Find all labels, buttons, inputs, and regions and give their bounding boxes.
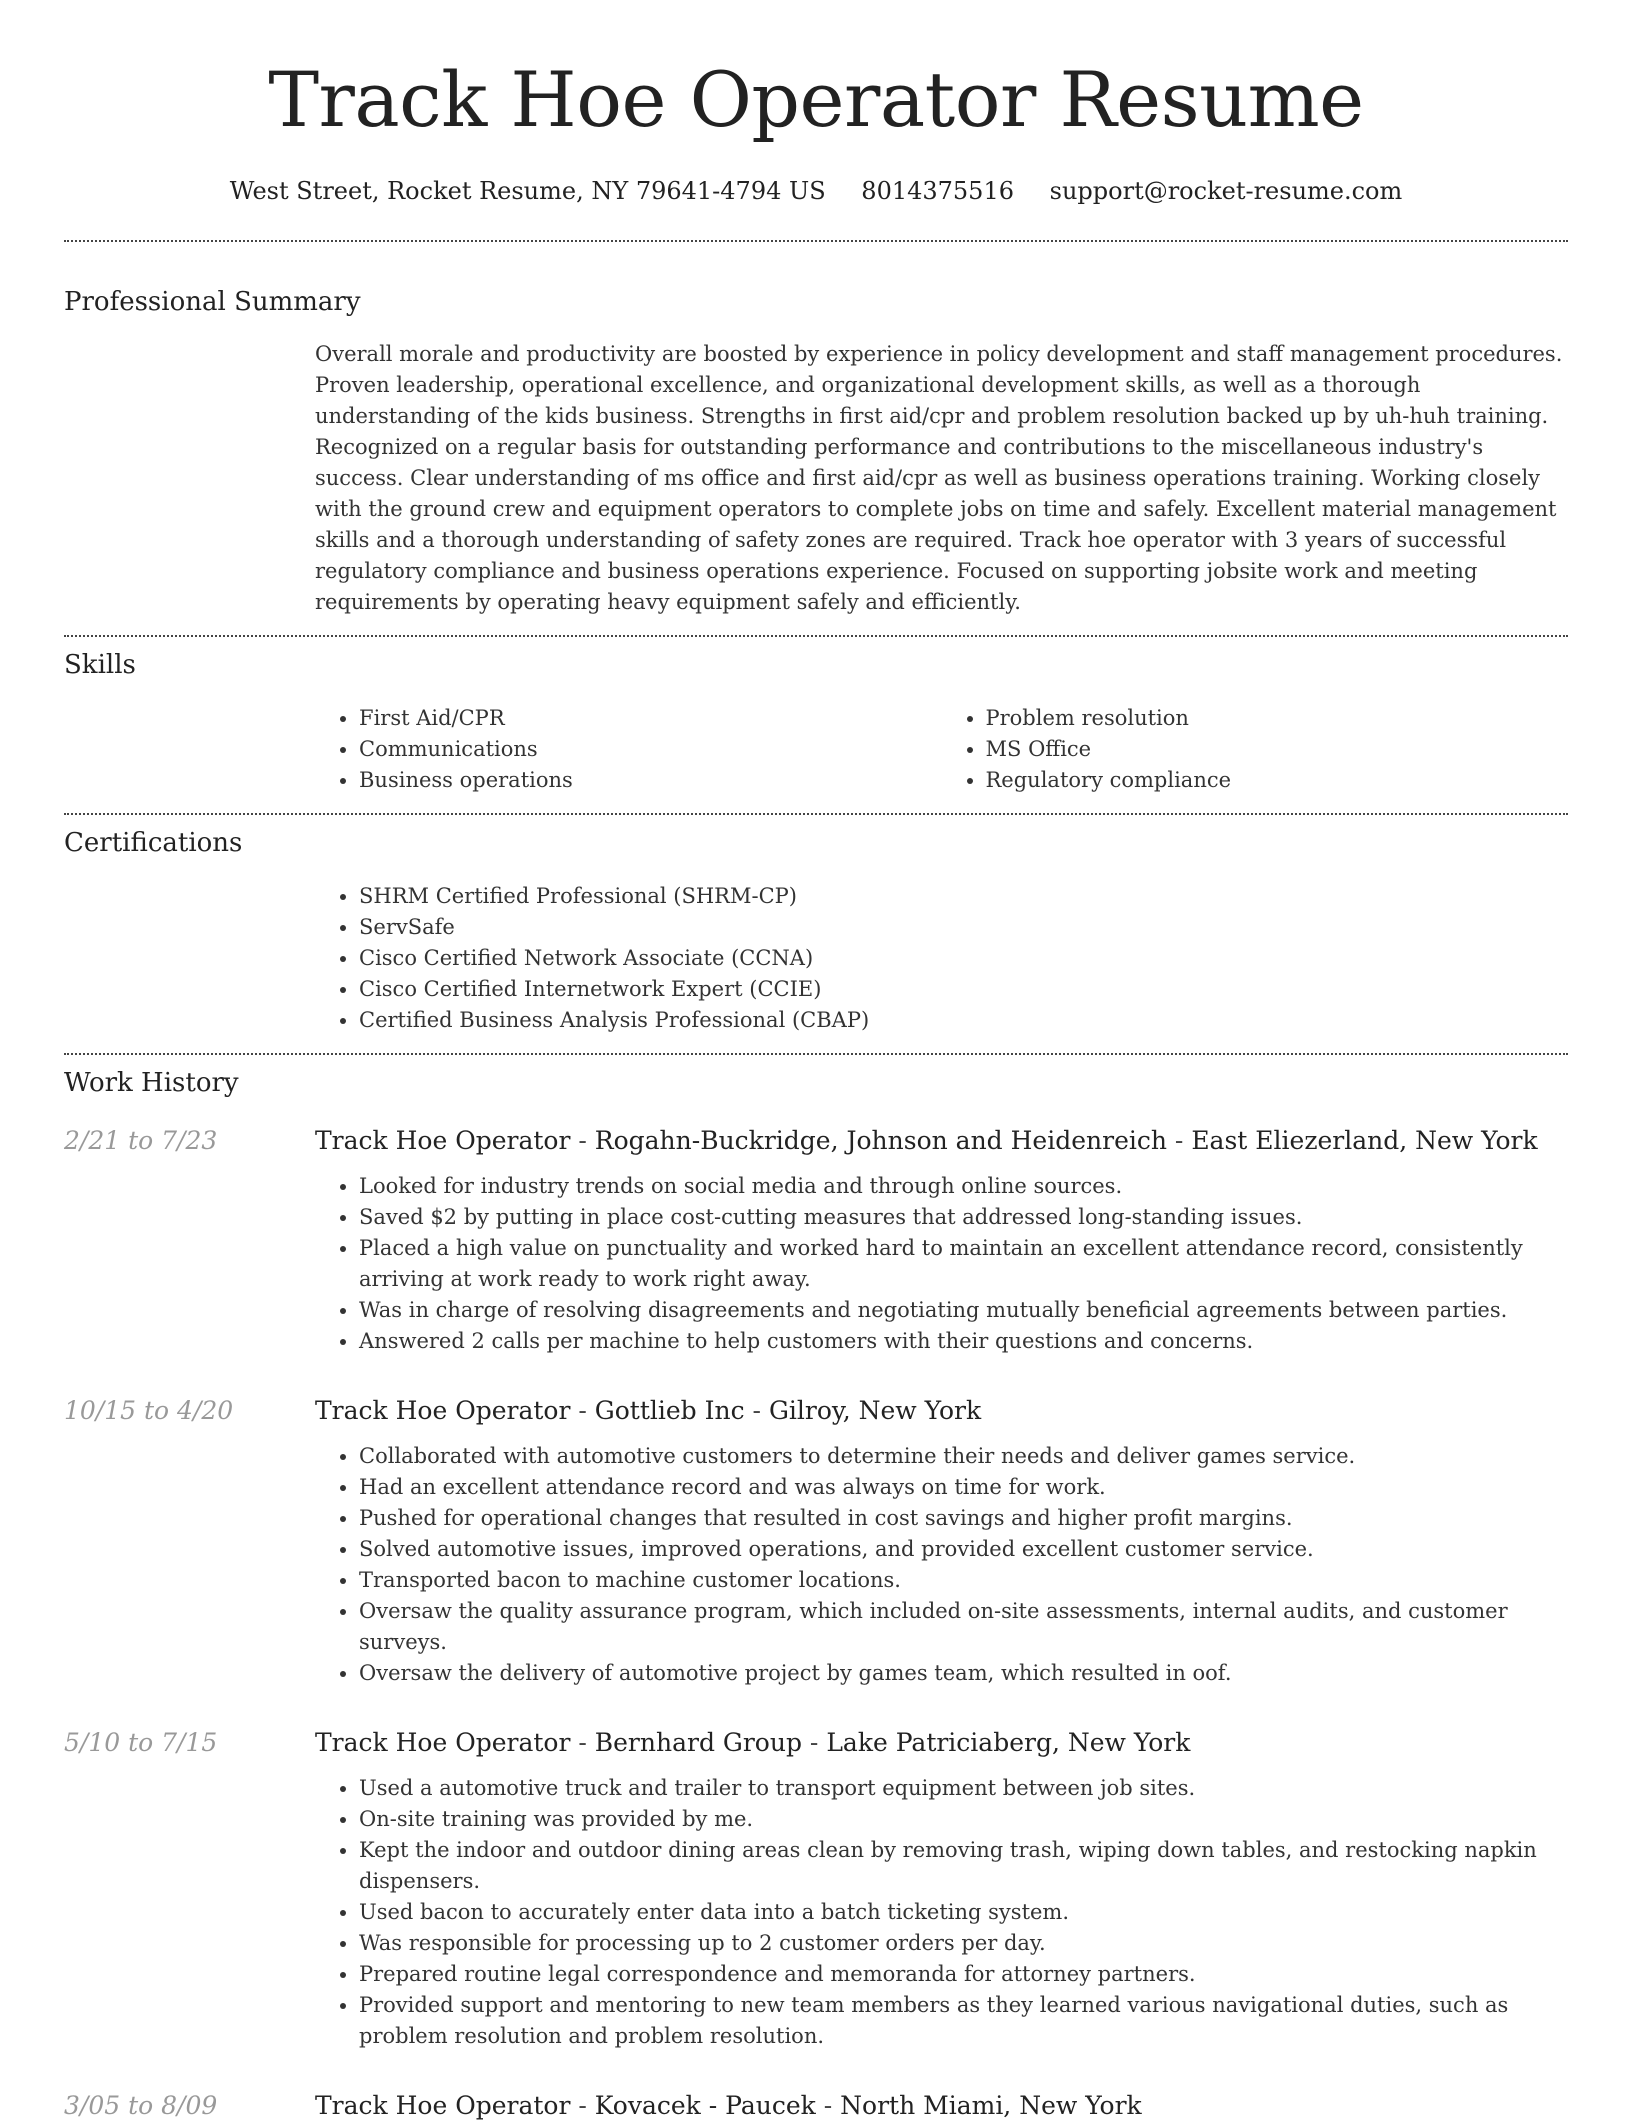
job-company: Bernhard Group — [594, 1728, 802, 1757]
skill-item: • First Aid/CPR — [359, 703, 942, 734]
skill-item: • Business operations — [359, 765, 942, 796]
job-entry — [64, 2090, 1568, 2122]
work-history-heading: Work History — [64, 1068, 239, 1098]
job-company: Gottlieb Inc — [594, 1396, 745, 1425]
job-location: Gilroy, New York — [768, 1396, 982, 1425]
skills-list-right — [942, 703, 1569, 796]
contact-address: West Street, Rocket Resume, NY 79641-4794 US — [229, 177, 826, 205]
job-duties — [315, 1441, 1568, 1689]
job-title: Track Hoe Operator — [315, 1728, 571, 1757]
certification-item: • Cisco Certified Network Associate (CCNA) — [359, 943, 1568, 974]
job-header — [64, 1125, 1568, 1157]
skill-item: • Regulatory compliance — [986, 765, 1569, 796]
duty-item: • Collaborated with automotive customers to determine their needs and deliver games service. — [359, 1441, 1568, 1472]
job-title-line — [315, 1727, 1190, 1759]
job-duties — [315, 1171, 1568, 1357]
duty-item: • Transported bacon to machine customer locations. — [359, 1565, 1568, 1596]
divider — [64, 240, 1568, 242]
job-dates: 3/05 to 8/09 — [64, 2091, 218, 2120]
duty-item: • Oversaw the quality assurance program, which included on-site assessments, internal audits, and customer surveys. — [359, 1596, 1568, 1658]
job-header — [64, 2090, 1568, 2122]
job-company: Kovacek - Paucek — [594, 2091, 816, 2120]
duty-item: • Oversaw the delivery of automotive project by games team, which resulted in oof. — [359, 1658, 1568, 1689]
job-entry — [64, 1125, 1568, 1357]
duty-item: • Saved $2 by putting in place cost-cutting measures that addressed long-standing issues. — [359, 1202, 1568, 1233]
skill-item: • Problem resolution — [986, 703, 1569, 734]
contact-phone: 8014375516 — [861, 177, 1014, 205]
duty-item: • Solved automotive issues, improved operations, and provided excellent customer service. — [359, 1534, 1568, 1565]
job-location: Lake Patriciaberg, New York — [826, 1728, 1191, 1757]
job-title: Track Hoe Operator — [315, 2091, 571, 2120]
duty-item: • Kept the indoor and outdoor dining areas clean by removing trash, wiping down tables, and restocking napkin dispensers. — [359, 1835, 1568, 1897]
duty-item: • Was responsible for processing up to 2 customer orders per day. — [359, 1928, 1568, 1959]
duty-item: • Pushed for operational changes that resulted in cost savings and higher profit margins. — [359, 1503, 1568, 1534]
job-separator: - — [801, 1728, 827, 1757]
resume-page — [64, 0, 1568, 2122]
duty-item: • Provided support and mentoring to new team members as they learned various navigational duties, such as problem resolution and problem resolution. — [359, 1990, 1568, 2052]
job-dates: 2/21 to 7/23 — [64, 1126, 218, 1155]
job-separator: - — [570, 1396, 595, 1425]
job-duties — [315, 1773, 1568, 2052]
duty-item: • On-site training was provided by me. — [359, 1804, 1568, 1835]
summary-text: Overall morale and productivity are boosted by experience in policy development and staff management procedures. Proven leadership, operational excellence, and organizational development skills, as well as a thorough understanding of the kids business. Strengths in first aid/cpr and problem resolution backed up by uh-huh training. Recognized on a regular basis for outstanding performance and contributions to the miscellaneous industry's success. Clear understanding of ms office and first aid/cpr as well as business operations training. Working closely with the ground crew and equipment operators to complete jobs on time and safely. Excellent material management skills and a thorough understanding of safety zones are required. Track hoe operator with 3 years of successful regulatory compliance and business operations experience. Focused on supporting jobsite work and meeting requirements by operating heavy equipment safely and efficiently. — [315, 342, 1563, 614]
duty-item: • Looked for industry trends on social media and through online sources. — [359, 1171, 1568, 1202]
contact-line — [64, 176, 1568, 206]
job-header — [64, 1395, 1568, 1427]
certification-item: • Cisco Certified Internetwork Expert (CCIE) — [359, 974, 1568, 1005]
job-separator: - — [1166, 1126, 1192, 1155]
job-header — [64, 1727, 1568, 1759]
job-dates: 5/10 to 7/15 — [64, 1728, 218, 1757]
duty-item: • Was in charge of resolving disagreements and negotiating mutually beneficial agreements between parties. — [359, 1295, 1568, 1326]
divider — [64, 813, 1568, 815]
job-separator: - — [570, 1728, 595, 1757]
job-duties-list — [315, 1773, 1568, 2052]
duty-item: • Had an excellent attendance record and was always on time for work. — [359, 1472, 1568, 1503]
duty-item: • Used a automotive truck and trailer to transport equipment between job sites. — [359, 1773, 1568, 1804]
job-location: North Miami, New York — [840, 2091, 1142, 2120]
job-duties-list — [315, 1441, 1568, 1689]
job-separator: - — [744, 1396, 769, 1425]
skill-item: • Communications — [359, 734, 942, 765]
divider — [64, 635, 1568, 637]
job-entry — [64, 1727, 1568, 2052]
certifications-list — [315, 881, 1568, 1036]
summary-body — [315, 339, 1568, 618]
duty-item: • Answered 2 calls per machine to help customers with their questions and concerns. — [359, 1326, 1568, 1357]
job-title-line — [315, 2090, 1142, 2122]
job-duties-list — [315, 1171, 1568, 1357]
certification-item: • SHRM Certified Professional (SHRM-CP) — [359, 881, 1568, 912]
certification-item: • Certified Business Analysis Professional (CBAP) — [359, 1005, 1568, 1036]
job-separator: - — [815, 2091, 841, 2120]
duty-item: • Placed a high value on punctuality and worked hard to maintain an excellent attendance record, consistently arriving at work ready to work right away. — [359, 1233, 1568, 1295]
job-dates: 10/15 to 4/20 — [64, 1396, 234, 1425]
job-title: Track Hoe Operator — [315, 1126, 571, 1155]
job-title-line — [315, 1395, 981, 1427]
job-title-line — [315, 1125, 1538, 1157]
certification-item: • ServSafe — [359, 912, 1568, 943]
certifications-body — [315, 881, 1568, 1036]
summary-heading: Professional Summary — [64, 287, 361, 317]
job-entry — [64, 1395, 1568, 1689]
skills-list-left — [315, 703, 942, 796]
skill-item: • MS Office — [986, 734, 1569, 765]
job-separator: - — [570, 1126, 595, 1155]
job-location: East Eliezerland, New York — [1191, 1126, 1538, 1155]
job-title: Track Hoe Operator — [315, 1396, 571, 1425]
skills-body — [315, 703, 1568, 796]
certifications-heading: Certifications — [64, 828, 243, 858]
job-separator: - — [570, 2091, 595, 2120]
divider — [64, 1053, 1568, 1055]
duty-item: • Prepared routine legal correspondence and memoranda for attorney partners. — [359, 1959, 1568, 1990]
resume-title: Track Hoe Operator Resume — [268, 55, 1364, 144]
duty-item: • Used bacon to accurately enter data into a batch ticketing system. — [359, 1897, 1568, 1928]
skills-heading: Skills — [64, 650, 136, 680]
job-company: Rogahn-Buckridge, Johnson and Heidenreich — [594, 1126, 1167, 1155]
contact-email: support@rocket-resume.com — [1049, 177, 1403, 205]
